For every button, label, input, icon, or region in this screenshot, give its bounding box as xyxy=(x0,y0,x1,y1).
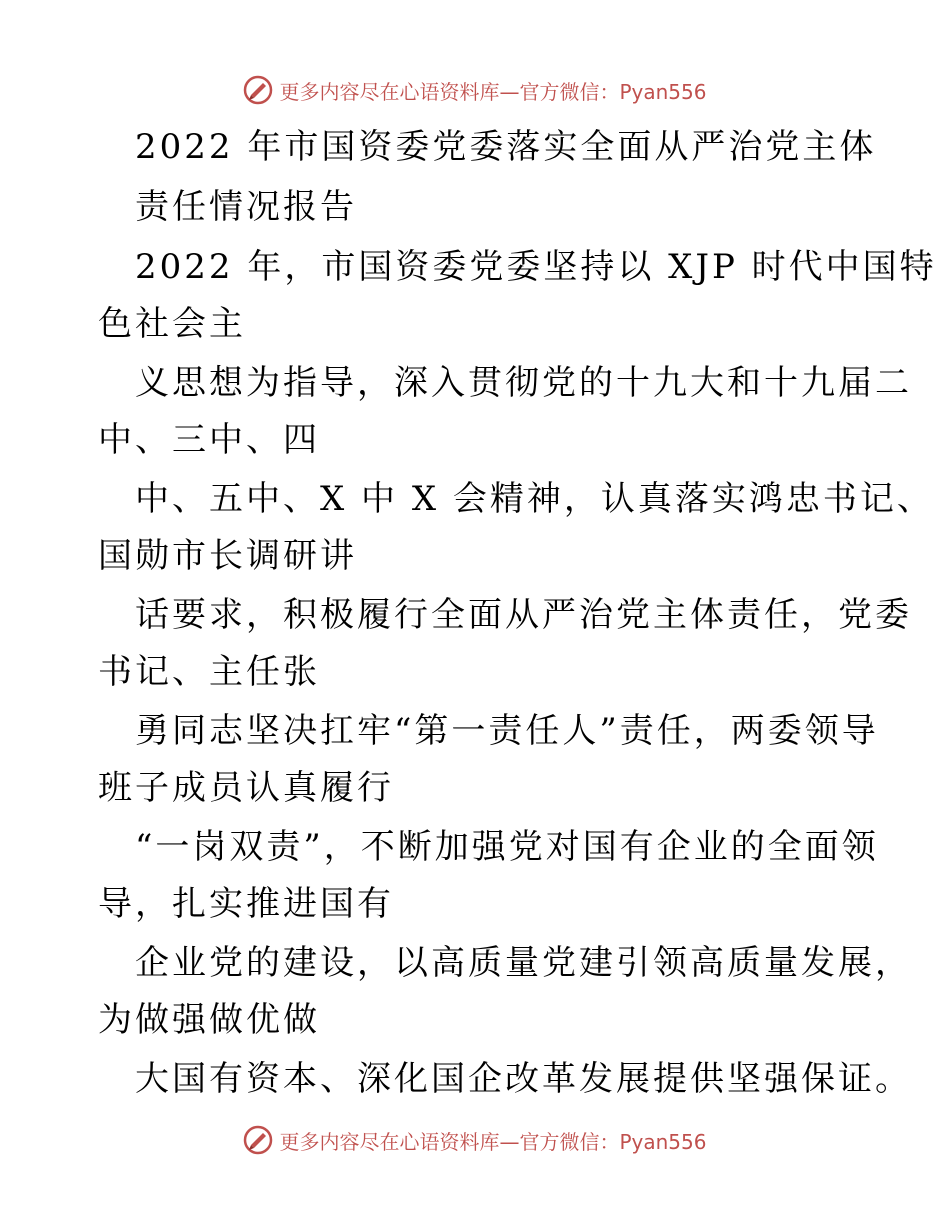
paragraph-line: 2022 年，市国资委党委坚持以 XJP 时代中国特 xyxy=(135,247,937,287)
paragraph-line: 义思想为指导，深入贯彻党的十九大和十九届二 xyxy=(135,363,912,403)
paragraph-line: 中、三中、四 xyxy=(98,420,320,460)
paragraph-line: 企业党的建设，以高质量党建引领高质量发展， xyxy=(135,943,912,983)
paragraph-line: 色社会主 xyxy=(98,304,246,344)
logo-seal-icon xyxy=(243,75,273,105)
title-line-1: 2022 年市国资委党委落实全面从严治党主体 xyxy=(135,127,877,167)
watermark-text: 更多内容尽在心语资料库—官方微信：Pyan556 xyxy=(279,1129,707,1154)
paragraph-line: 话要求，积极履行全面从严治党主体责任，党委 xyxy=(135,595,912,635)
footer-watermark xyxy=(0,1120,950,1160)
paragraph-line: 书记、主任张 xyxy=(98,652,320,692)
logo-seal-icon xyxy=(243,1125,273,1155)
paragraph-line: 中、五中、X 中 X 会精神，认真落实鸿忠书记、 xyxy=(135,479,934,519)
paragraph-line: 大国有资本、深化国企改革发展提供坚强保证。 xyxy=(135,1059,912,1099)
paragraph-line: 导，扎实推进国有 xyxy=(98,884,394,924)
paragraph-line: 班子成员认真履行 xyxy=(98,768,394,808)
watermark-text: 更多内容尽在心语资料库—官方微信：Pyan556 xyxy=(279,79,707,104)
paragraph-line: 国勋市长调研讲 xyxy=(98,536,357,576)
header-watermark xyxy=(0,70,950,110)
paragraph-line: 为做强做优做 xyxy=(98,1000,320,1040)
title-line-2: 责任情况报告 xyxy=(135,187,357,227)
paragraph-line: “一岗双责”，不断加强党对国有企业的全面领 xyxy=(135,827,879,867)
paragraph-line: 勇同志坚决扛牢“第一责任人”责任，两委领导 xyxy=(135,711,879,751)
